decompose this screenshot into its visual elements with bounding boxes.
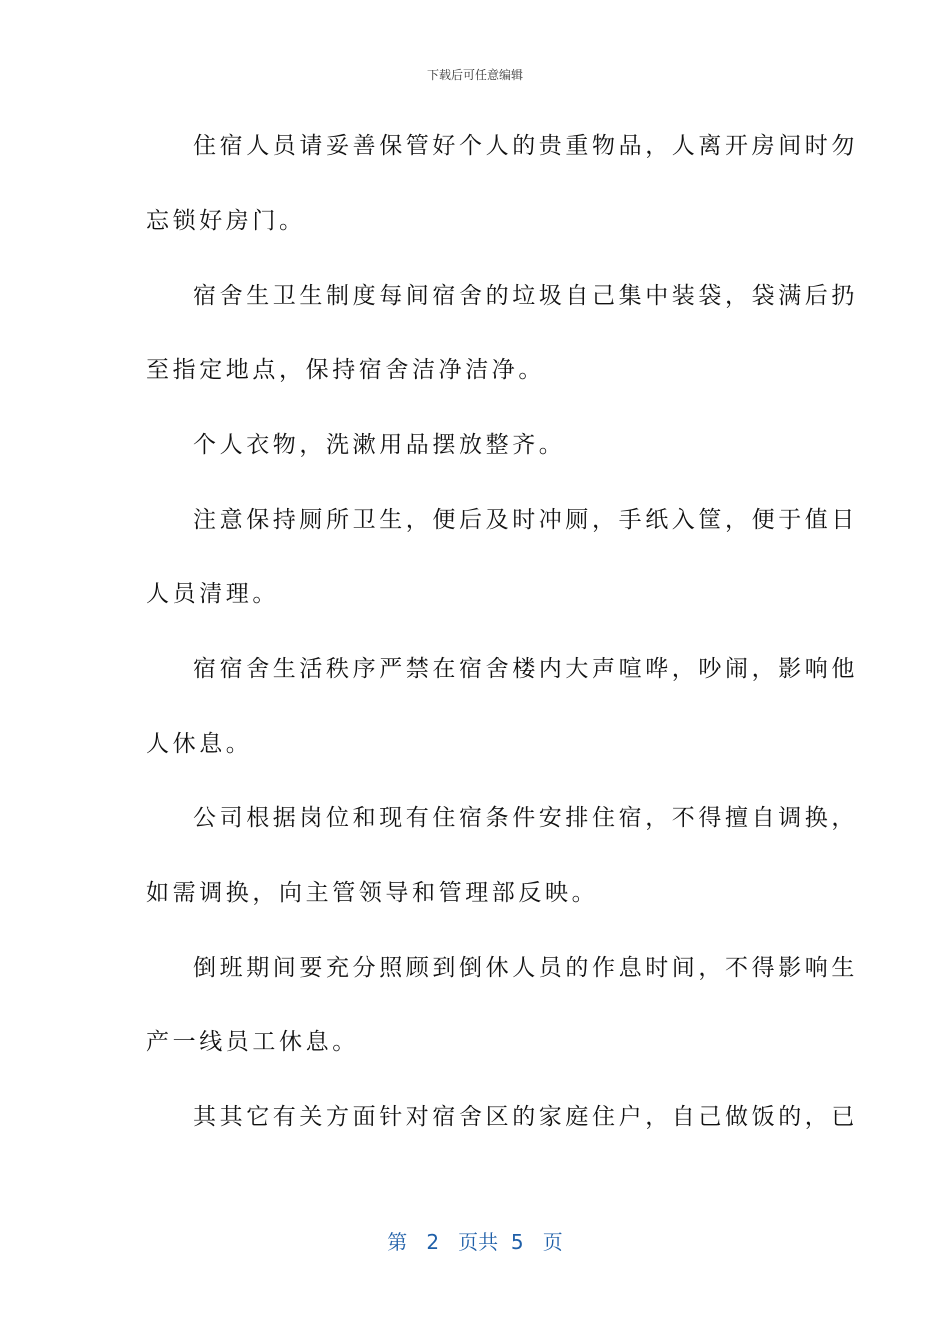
page-number-footer	[0, 1226, 950, 1255]
paragraph-line: 其其它有关方面针对宿舍区的家庭住户，自己做饭的，已	[193, 1104, 858, 1130]
current-page-number: 2	[426, 1230, 440, 1254]
header-note: 下载后可任意编辑	[426, 68, 523, 82]
paragraph-line: 公司根据岗位和现有住宿条件安排住宿，不得擅自调换，	[193, 805, 858, 831]
paragraph-line: 个人衣物，洗漱用品摆放整齐。	[193, 432, 566, 458]
paragraph-line: 宿舍生卫生制度每间宿舍的垃圾自己集中装袋，袋满后扔	[193, 283, 858, 309]
paragraph-line: 注意保持厕所卫生，便后及时冲厕，手纸入筐，便于值日	[193, 507, 858, 533]
paragraph-line: 至指定地点，保持宿舍洁净洁净。	[146, 357, 545, 383]
total-pages-number: 5	[510, 1230, 524, 1254]
page-label-suffix: 页	[542, 1230, 563, 1254]
paragraph-line: 产一线员工休息。	[146, 1029, 359, 1055]
page-label-mid: 页共	[458, 1230, 499, 1254]
paragraph-line: 住宿人员请妥善保管好个人的贵重物品，人离开房间时勿	[193, 133, 858, 159]
paragraph-line: 倒班期间要充分照顾到倒休人员的作息时间，不得影响生	[193, 955, 858, 981]
paragraph-line: 宿宿舍生活秩序严禁在宿舍楼内大声喧哗，吵闹，影响他	[193, 656, 858, 682]
page-label-prefix: 第	[387, 1230, 408, 1254]
paragraph-line: 忘锁好房门。	[146, 208, 306, 234]
paragraph-line: 如需调换，向主管领导和管理部反映。	[146, 880, 599, 906]
paragraph-line: 人休息。	[146, 731, 253, 757]
paragraph-line: 人员清理。	[146, 581, 279, 607]
